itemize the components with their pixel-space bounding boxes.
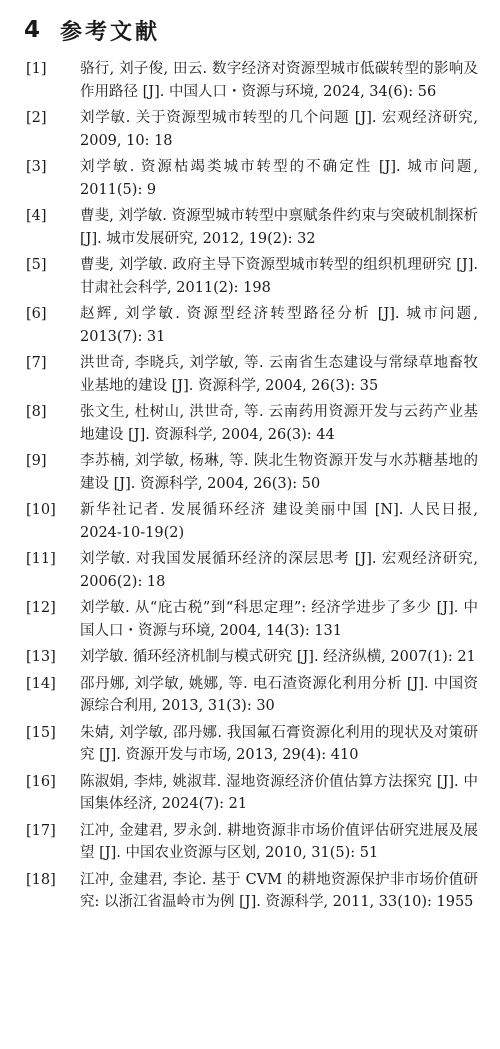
reference-text: 张文生, 杜树山, 洪世奇, 等. 云南药用资源开发与云药产业基地建设 [J]. 资源科学, 2004, 26(3): 44 bbox=[80, 404, 478, 443]
reference-text: 江冲, 金建君, 罗永剑. 耕地资源非市场价值评估研究进展及展望 [J]. 中国农业资源与区划, 2010, 31(5): 51 bbox=[80, 822, 478, 861]
reference-number: [10] bbox=[26, 502, 56, 518]
reference-number: [12] bbox=[26, 600, 56, 616]
reference-text: 赵辉, 刘学敏. 资源型经济转型路径分析 [J]. 城市问题, 2013(7): 31 bbox=[80, 306, 478, 345]
reference-number: [17] bbox=[26, 822, 56, 839]
reference-number: [18] bbox=[26, 871, 56, 888]
reference-number: [15] bbox=[26, 724, 56, 741]
reference-number: [6] bbox=[26, 306, 47, 322]
reference-text: 刘学敏. 从“庇古税”到“科思定理”: 经济学进步了多少 [J]. 中国人口・资源与环境, 2004, 14(3): 131 bbox=[80, 600, 478, 639]
reference-item bbox=[22, 450, 478, 495]
reference-number: [4] bbox=[26, 208, 47, 224]
reference-number: [5] bbox=[26, 257, 47, 273]
reference-item bbox=[22, 771, 478, 816]
reference-item bbox=[22, 352, 478, 397]
reference-item bbox=[22, 869, 478, 914]
reference-item bbox=[22, 107, 478, 152]
reference-number: [11] bbox=[26, 551, 56, 567]
reference-number: [13] bbox=[26, 649, 56, 665]
reference-list bbox=[22, 58, 478, 914]
reference-item bbox=[22, 156, 478, 201]
reference-number: [1] bbox=[26, 61, 47, 77]
reference-text: 骆行, 刘子俊, 田云. 数字经济对资源型城市低碳转型的影响及作用路径 [J]. 中国人口・资源与环境, 2024, 34(6): 56 bbox=[80, 61, 478, 100]
reference-item bbox=[22, 205, 478, 250]
reference-number: [7] bbox=[26, 355, 47, 371]
reference-text: 李苏楠, 刘学敏, 杨琳, 等. 陕北生物资源开发与水苏糖基地的建设 [J]. 资源科学, 2004, 26(3): 50 bbox=[80, 453, 478, 492]
reference-number: [8] bbox=[26, 404, 47, 420]
reference-item bbox=[22, 597, 478, 642]
reference-item bbox=[22, 820, 478, 865]
reference-text: 曹斐, 刘学敏. 资源型城市转型中禀赋条件约束与突破机制探析 [J]. 城市发展研究, 2012, 19(2): 32 bbox=[80, 208, 478, 247]
reference-number: [9] bbox=[26, 453, 47, 469]
reference-text: 洪世奇, 李晓兵, 刘学敏, 等. 云南省生态建设与常绿草地畜牧业基地的建设 [J]. 资源科学, 2004, 26(3): 35 bbox=[80, 355, 478, 394]
section-heading bbox=[22, 10, 478, 50]
reference-item bbox=[22, 673, 478, 718]
reference-item bbox=[22, 401, 478, 446]
reference-text: 刘学敏. 对我国发展循环经济的深层思考 [J]. 宏观经济研究, 2006(2): 18 bbox=[80, 551, 478, 590]
reference-number: [2] bbox=[26, 110, 47, 126]
section-title: 参考文献 bbox=[60, 19, 161, 45]
section-number: 4 bbox=[24, 17, 41, 43]
reference-text: 刘学敏. 循环经济机制与模式研究 [J]. 经济纵横, 2007(1): 21 bbox=[80, 649, 476, 665]
reference-item bbox=[22, 254, 478, 299]
reference-text: 陈淑娟, 李炜, 姚淑茸. 湿地资源经济价值估算方法探究 [J]. 中国集体经济, 2024(7): 21 bbox=[80, 773, 478, 812]
reference-number: [16] bbox=[26, 773, 56, 790]
reference-item bbox=[22, 58, 478, 103]
reference-item bbox=[22, 303, 478, 348]
reference-item bbox=[22, 548, 478, 593]
reference-text: 朱婧, 刘学敏, 邵丹娜. 我国氟石膏资源化利用的现状及对策研究 [J]. 资源开发与市场, 2013, 29(4): 410 bbox=[80, 724, 478, 763]
reference-text: 刘学敏. 资源枯竭类城市转型的不确定性 [J]. 城市问题, 2011(5): 9 bbox=[80, 159, 478, 198]
reference-text: 新华社记者. 发展循环经济 建设美丽中国 [N]. 人民日报, 2024-10-19(2) bbox=[80, 502, 478, 541]
reference-text: 邵丹娜, 刘学敏, 姚娜, 等. 电石渣资源化利用分析 [J]. 中国资源综合利用, 2013, 31(3): 30 bbox=[80, 675, 478, 714]
reference-number: [3] bbox=[26, 159, 47, 175]
reference-number: [14] bbox=[26, 675, 56, 692]
reference-text: 刘学敏. 关于资源型城市转型的几个问题 [J]. 宏观经济研究, 2009, 10: 18 bbox=[80, 110, 478, 149]
reference-item bbox=[22, 646, 478, 669]
reference-text: 曹斐, 刘学敏. 政府主导下资源型城市转型的组织机理研究 [J]. 甘肃社会科学, 2011(2): 198 bbox=[80, 257, 478, 296]
reference-text: 江冲, 金建君, 李论. 基于 CVM 的耕地资源保护非市场价值研究: 以浙江省温岭市为例 [J]. 资源科学, 2011, 33(10): 1955 bbox=[80, 871, 478, 910]
reference-item bbox=[22, 722, 478, 767]
reference-item bbox=[22, 499, 478, 544]
